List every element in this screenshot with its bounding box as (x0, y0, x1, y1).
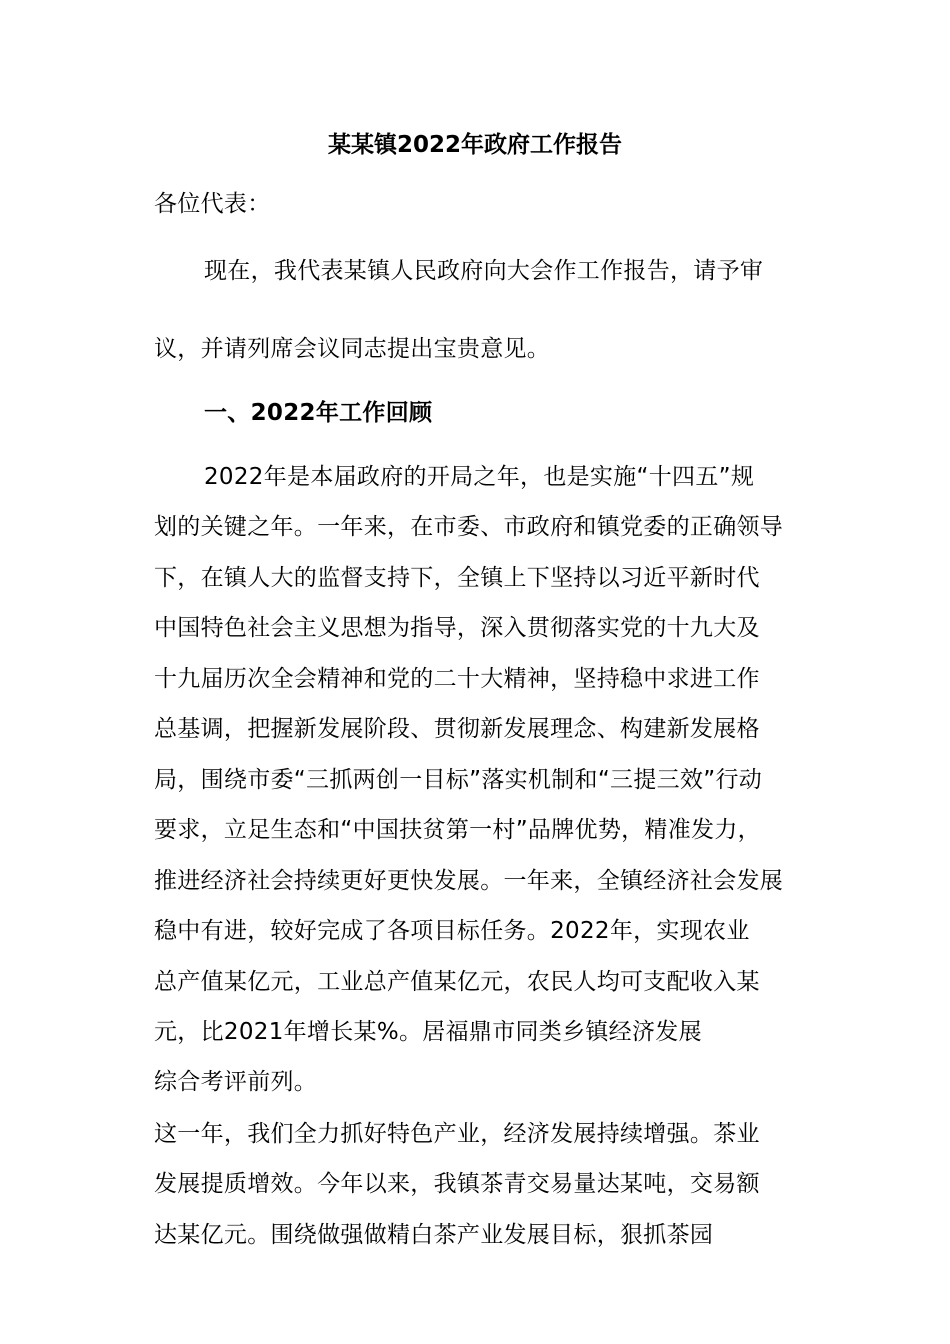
paragraph-line: 总基调，把握新发展阶段、贯彻新发展理念、构建新发展格 (154, 716, 760, 742)
paragraph-line: 局，围绕市委“三抓两创一目标”落实机制和“三提三效”行动 (154, 767, 763, 793)
paragraph-line: 推进经济社会持续更好更快发展。一年来，全镇经济社会发展 (154, 868, 784, 894)
intro-line-1: 现在，我代表某镇人民政府向大会作工作报告，请予审 (204, 258, 764, 284)
intro-line-2: 议，并请列席会议同志提出宝贵意见。 (154, 336, 551, 362)
paragraph-line: 2022年是本届政府的开局之年，也是实施“十四五”规 (204, 464, 755, 490)
section-heading: 一、2022年工作回顾 (204, 400, 433, 426)
paragraph-line: 综合考评前列。 (154, 1069, 318, 1095)
paragraph-line: 发展提质增效。今年以来，我镇茶青交易量达某吨，交易额 (154, 1171, 760, 1197)
paragraph-line: 下，在镇人大的监督支持下，全镇上下坚持以习近平新时代 (154, 565, 760, 591)
paragraph-line: 要求，立足生态和“中国扶贫第一村”品牌优势，精准发力， (154, 817, 761, 843)
paragraph-line: 十九届历次全会精神和党的二十大精神，坚持稳中求进工作 (154, 666, 760, 692)
paragraph-line: 元，比2021年增长某%。居福鼎市同类乡镇经济发展 (154, 1019, 702, 1045)
paragraph-line: 稳中有进，较好完成了各项目标任务。2022年，实现农业 (154, 918, 750, 944)
paragraph-line: 中国特色社会主义思想为指导，深入贯彻落实党的十九大及 (154, 615, 760, 641)
paragraph-line: 总产值某亿元，工业总产值某亿元，农民人均可支配收入某 (154, 969, 760, 995)
paragraph-line: 划的关键之年。一年来，在市委、市政府和镇党委的正确领导 (154, 514, 784, 540)
paragraph-line: 这一年，我们全力抓好特色产业，经济发展持续增强。茶业 (154, 1121, 760, 1147)
document-title: 某某镇2022年政府工作报告 (327, 132, 622, 158)
paragraph-line: 达某亿元。围绕做强做精白茶产业发展目标，狠抓茶园 (154, 1222, 714, 1248)
salutation: 各位代表： (154, 191, 271, 217)
